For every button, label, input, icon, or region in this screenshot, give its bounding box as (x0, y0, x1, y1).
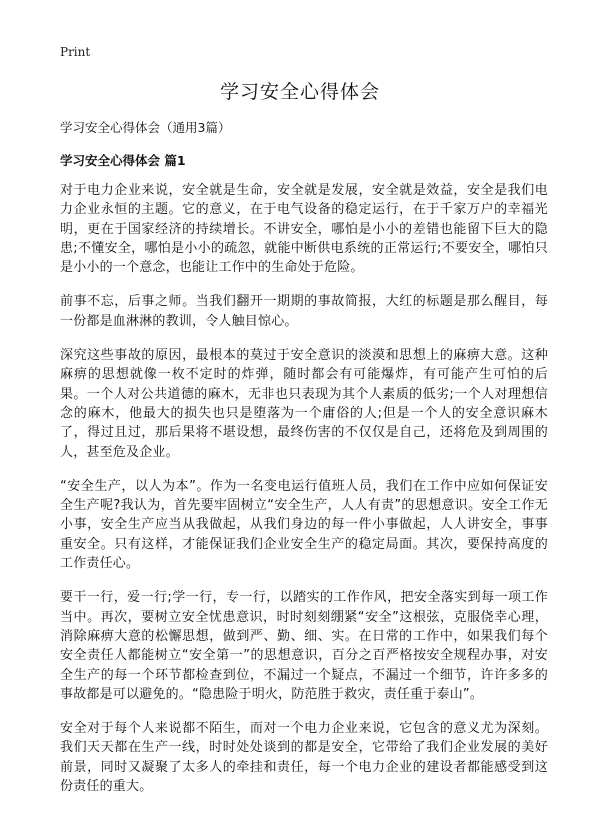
paragraph: 深究这些事故的原因，最根本的莫过于安全意识的淡漠和思想上的麻痹大意。这种麻痹的思想就像一枚不定时的炸弹，随时都会有可能爆炸，有可能产生可怕的后果。一个人对公共道德的麻木，无非也只表现为其个人素质的低劣;一个人对理想信念的麻木，他最大的损失也只是堕落为一个庸俗的人;但是一个人的安全意识麻木了，得过且过，那后果将不堪设想，最终伤害的不仅仅是自己，还将危及到周围的人，甚至危及企业。 (60, 348, 548, 460)
document-subtitle: 学习安全心得体会（通用3篇） (60, 120, 231, 135)
paragraph: 要干一行，爱一行;学一行，专一行，以踏实的工作作风，把安全落实到每一项工作当中。再次，要树立安全忧患意识，时时刻刻绷紧“安全”这根弦，克服侥幸心理，消除麻痹大意的松懈思想，做到严、勤、细、实。在日常的工作中，如果我们每个安全责任人都能树立“安全第一”的思想意识，百分之百严格按安全规程办事，对安全生产的每一个环节都检查到位，不漏过一个疑点，不漏过一个细节，许许多多的事故都是可以避免的。“隐患险于明火，防范胜于救灾，责任重于泰山”。 (60, 590, 548, 702)
paragraph: 前事不忘，后事之师。当我们翻开一期期的事故简报，大红的标题是那么醒目，每一份都是血淋淋的教训，令人触目惊心。 (60, 294, 548, 329)
print-link[interactable]: Print (60, 45, 91, 59)
paragraph: 安全对于每个人来说都不陌生，而对一个电力企业来说，它包含的意义尤为深刻。我们天天都在生产一线，时时处处谈到的都是安全，它带给了我们企业发展的美好前景，同时又凝聚了太多人的牵挂和责任，每一个电力企业的建设者都能感受到这份责任的重大。 (60, 721, 548, 795)
paragraph: 对于电力企业来说，安全就是生命，安全就是发展，安全就是效益，安全是我们电力企业永恒的主题。它的意义，在于电气设备的稳定运行，在于千家万户的幸福光明，更在于国家经济的持续增长。不讲安全，哪怕是小小的差错也能留下巨大的隐患;不懂安全，哪怕是小小的疏忽，就能中断供电系统的正常运行;不要安全，哪怕只是小小的一个意念，也能让工作中的生命处于危险。 (60, 183, 548, 276)
document-body (60, 181, 548, 811)
document-title: 学习安全心得体会 (219, 81, 380, 103)
paragraph: “安全生产，以人为本”。作为一名变电运行值班人员，我们在工作中应如何保证安全生产呢?我认为，首先要牢固树立“安全生产，人人有责”的思想意识。安全工作无小事，安全生产应当从我做起，从我们身边的每一件小事做起，人人讲安全，事事重安全。只有这样，才能保证我们企业安全生产的稳定局面。其次，要保持高度的工作责任心。 (60, 478, 548, 572)
section-heading: 学习安全心得体会 篇1 (60, 153, 186, 168)
